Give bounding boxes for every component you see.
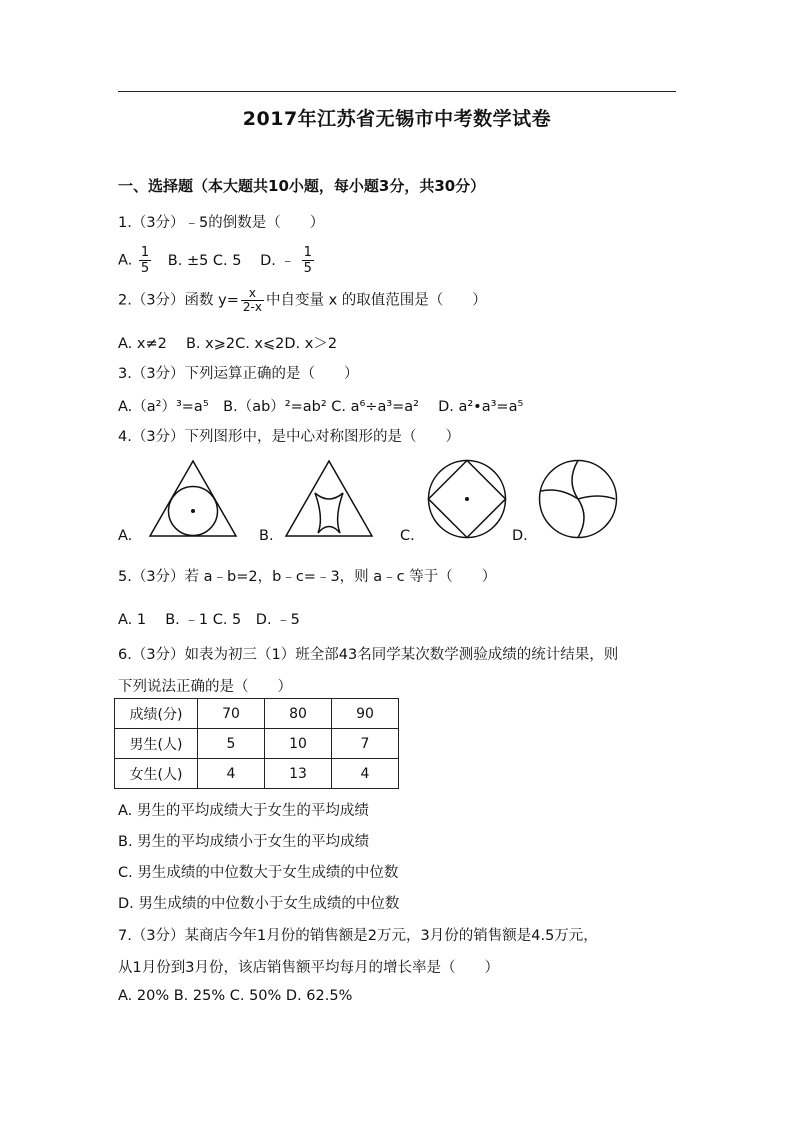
table-cell: 4 <box>198 759 265 789</box>
figure-label-c: C. <box>400 528 415 544</box>
page-title: 2017年江苏省无锡市中考数学试卷 <box>242 108 552 130</box>
figure-d-circle-arcs <box>538 459 618 539</box>
figure-label-a: A. <box>118 528 133 544</box>
question-5-options: A. 1 B. ﹣1 C. 5 D. ﹣5 <box>118 612 300 628</box>
table-cell: 7 <box>332 729 399 759</box>
table-cell: 成绩(分) <box>115 699 198 729</box>
table-cell: 4 <box>332 759 399 789</box>
question-2-stem-pre: 2.（3分）函数 y= <box>118 292 239 309</box>
question-1-stem: 1.（3分）﹣5的倒数是（ ） <box>118 215 325 231</box>
question-7-options: A. 20% B. 25% C. 50% D. 62.5% <box>118 988 353 1004</box>
figure-label-b: B. <box>259 528 274 544</box>
question-6-option-d: D. 男生成绩的中位数小于女生成绩的中位数 <box>118 896 400 912</box>
question-4-stem: 4.（3分）下列图形中，是中心对称图形的是（ ） <box>118 429 461 445</box>
table-row <box>115 729 399 759</box>
section-heading: 一、选择题（本大题共10小题，每小题3分，共30分） <box>118 177 486 195</box>
question-2-stem-post: 中自变量 x 的取值范围是（ ） <box>265 292 487 309</box>
fraction-function: $\frac{x}{2-x}$ <box>242 286 262 314</box>
figure-label-d: D. <box>512 528 528 544</box>
figure-c-circle-square <box>427 459 507 539</box>
question-6-option-a: A. 男生的平均成绩大于女生的平均成绩 <box>118 803 369 819</box>
question-3-stem: 3.（3分）下列运算正确的是（ ） <box>118 366 359 382</box>
table-cell: 70 <box>198 699 265 729</box>
question-5-stem: 5.（3分）若 a﹣b=2，b﹣c=﹣3，则 a﹣c 等于（ ） <box>118 569 497 585</box>
question-7-stem-line2: 从1月份到3月份，该店销售额平均每月的增长率是（ ） <box>118 960 499 976</box>
question-6-stem-line1: 6.（3分）如表为初三（1）班全部43名同学某次数学测验成绩的统计结果，则 <box>118 647 619 663</box>
question-7-stem-line1: 7.（3分）某商店今年1月份的销售额是2万元，3月份的销售额是4.5万元， <box>118 928 598 944</box>
table-cell: 80 <box>265 699 332 729</box>
question-6-option-c: C. 男生成绩的中位数大于女生成绩的中位数 <box>118 865 399 881</box>
table-cell: 5 <box>198 729 265 759</box>
table-cell: 10 <box>265 729 332 759</box>
table-cell: 男生(人) <box>115 729 198 759</box>
question-6-option-b: B. 男生的平均成绩小于女生的平均成绩 <box>118 834 370 850</box>
header-rule <box>118 91 676 92</box>
fraction-a: $\frac{1}{5}$ <box>140 245 150 276</box>
score-table <box>114 698 399 789</box>
figure-b-triangle-arcs <box>284 460 374 538</box>
table-cell: 13 <box>265 759 332 789</box>
options-b-c: B. ±5 C. 5 <box>167 252 242 269</box>
question-6-stem-line2: 下列说法正确的是（ ） <box>118 679 292 695</box>
table-row <box>115 699 399 729</box>
table-row <box>115 759 399 789</box>
table-cell: 女生(人) <box>115 759 198 789</box>
figure-a-triangle-incircle <box>148 460 238 538</box>
question-3-options: A.（a²）³=a⁵ B.（ab）²=ab² C. a⁶÷a³=a² D. a²•a³=a⁵ <box>118 399 524 415</box>
table-cell: 90 <box>332 699 399 729</box>
question-2-stem <box>118 287 487 314</box>
fraction-d: $\frac{1}{5}$ <box>303 245 312 276</box>
question-2-options: A. x≠2 B. x⩾2C. x⩽2D. x＞2 <box>118 336 338 352</box>
question-1-options <box>118 245 316 276</box>
option-a-prefix: A. <box>118 252 133 269</box>
option-d-prefix: D. ﹣ <box>260 252 295 269</box>
